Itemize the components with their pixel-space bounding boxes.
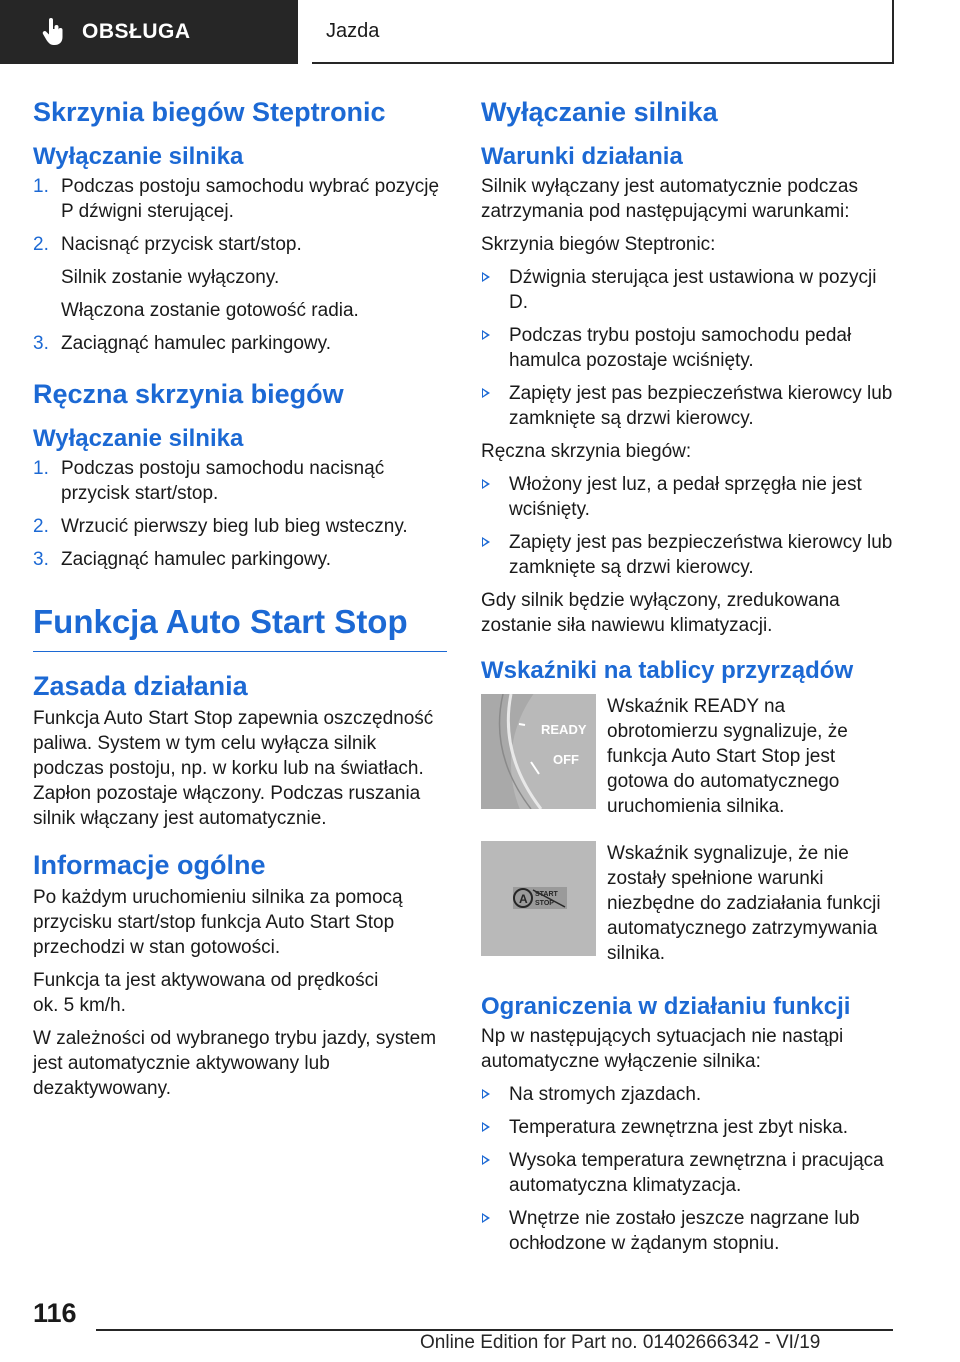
bullet-triangle-icon xyxy=(482,1089,490,1099)
conditions-list-manual xyxy=(481,472,897,580)
list-item-text: Temperatura zewnętrzna jest zbyt niska. xyxy=(509,1116,848,1138)
step-text: Zaciągnąć hamulec parkingowy. xyxy=(61,548,332,570)
list-item xyxy=(481,530,897,580)
paragraph: Ręczna skrzynia biegów: xyxy=(481,440,692,462)
paragraph: Funkcja Auto Start Stop zapewnia oszczędność paliwa. System w tym celu wyłącza silnik podczas postoju, np. w korku lub na światłach. Zapłon pozostaje włączony. Podczas ruszania silnik włączany jest automatycznie. xyxy=(33,707,434,829)
ready-label: READY xyxy=(541,721,587,737)
paragraph: Np w następujących sytuacjach nie nastąpi automatyczne wyłączenie silnika: xyxy=(481,1025,844,1072)
list-item-text: Zapięty jest pas bezpieczeństwa kierowcy lub zamknięte są drzwi kierowcy. xyxy=(509,531,893,578)
step-note: Włączona zostanie gotowość radia. xyxy=(61,299,359,321)
list-item xyxy=(481,1206,897,1256)
chapter-title-auto-start-stop: Funkcja Auto Start Stop xyxy=(33,602,447,653)
right-column xyxy=(481,96,897,1256)
step-text: Podczas postoju samochodu wybrać pozycję P dźwigni sterującej. xyxy=(61,175,440,222)
subsection-title-limitations: Ograniczenia w działaniu funkcji xyxy=(481,992,851,1020)
step-number: 2. xyxy=(33,233,49,255)
paragraph: W zależności od wybranego trybu jazdy, system jest automatycznie aktywowany lub dezaktywowany. xyxy=(33,1027,437,1099)
step-text: Podczas postoju samochodu nacisnąć przycisk start/stop. xyxy=(61,457,385,504)
svg-text:A: A xyxy=(519,891,528,906)
list-item xyxy=(481,1115,897,1140)
list-item-text: Włożony jest luz, a pedał sprzęgła nie jest wciśnięty. xyxy=(509,473,862,520)
left-column xyxy=(33,96,449,1101)
list-item xyxy=(481,381,897,431)
tachometer-ready-image xyxy=(481,694,596,809)
steps-list xyxy=(33,456,449,572)
list-item xyxy=(33,331,449,356)
section-title-steptronic: Skrzynia biegów Steptronic xyxy=(33,97,386,127)
limitations-list xyxy=(481,1082,897,1256)
subsection-title: Wyłączanie silnika xyxy=(33,424,244,452)
paragraph: Po każdym uruchomieniu silnika za pomocą przycisku start/stop funkcja Auto Start Stop przechodzi w stan gotowości. xyxy=(33,886,403,958)
list-item-text: Zapięty jest pas bezpieczeństwa kierowcy lub zamknięte są drzwi kierowcy. xyxy=(509,382,893,429)
edition-text: Online Edition for Part no. 01402666342 - VI/19 xyxy=(420,1332,821,1353)
bullet-triangle-icon xyxy=(482,537,490,547)
list-item xyxy=(33,232,449,323)
list-item xyxy=(481,265,897,315)
steps-list xyxy=(33,174,449,356)
footer-divider xyxy=(96,1329,893,1331)
list-item xyxy=(481,1082,897,1107)
hand-pointer-icon xyxy=(42,18,64,46)
step-text: Nacisnąć przycisk start/stop. xyxy=(61,233,302,255)
step-number: 1. xyxy=(33,457,49,479)
stop-label: STOP xyxy=(535,899,554,907)
step-number: 3. xyxy=(33,332,49,354)
auto-start-stop-warning-image xyxy=(481,841,596,956)
step-number: 2. xyxy=(33,515,49,537)
step-text: Zaciągnąć hamulec parkingowy. xyxy=(61,332,332,354)
section-label: OBSŁUGA xyxy=(82,20,191,43)
bullet-triangle-icon xyxy=(482,479,490,489)
off-label: OFF xyxy=(553,751,579,767)
subsection-title-principle: Zasada działania xyxy=(33,671,248,702)
subsection-title-general: Informacje ogólne xyxy=(33,849,266,880)
indicator-description: Wskaźnik sygnalizuje, że nie zostały spełnione warunki niezbędne do zadziałania funkcji automatycznego zatrzymywania silnika. xyxy=(607,842,881,964)
subsection-title-indicators: Wskaźniki na tablicy przyrządów xyxy=(481,656,854,684)
bullet-triangle-icon xyxy=(482,1213,490,1223)
subsection-title: Wyłączanie silnika xyxy=(33,142,244,170)
list-item xyxy=(33,514,449,539)
chapter-label: Jazda xyxy=(326,19,380,42)
list-item-text: Dźwignia sterująca jest ustawiona w pozycji D. xyxy=(509,266,877,313)
paragraph: Silnik wyłączany jest automatycznie podczas zatrzymania pod następującymi warunkami: xyxy=(481,175,859,222)
step-number: 1. xyxy=(33,175,49,197)
list-item xyxy=(33,174,449,224)
bullet-triangle-icon xyxy=(482,272,490,282)
list-item xyxy=(481,323,897,373)
list-item-text: Wnętrze nie zostało jeszcze nagrzane lub ochłodzone w żądanym stopniu. xyxy=(509,1207,860,1254)
section-title-engine-off: Wyłączanie silnika xyxy=(481,97,718,127)
page-number: 116 xyxy=(33,1298,77,1328)
list-item xyxy=(33,456,449,506)
bullet-triangle-icon xyxy=(482,1122,490,1132)
paragraph: Funkcja ta jest aktywowana od prędkości ok. 5 km/h. xyxy=(33,969,379,1016)
chapter-header xyxy=(312,0,894,64)
step-note: Silnik zostanie wyłączony. xyxy=(61,266,280,288)
step-number: 3. xyxy=(33,548,49,570)
start-label: START xyxy=(535,890,558,898)
list-item-text: Na stromych zjazdach. xyxy=(509,1083,702,1105)
indicator-description: Wskaźnik READY na obrotomierzu sygnalizuje, że funkcja Auto Start Stop jest gotowa do automatycznego uruchomienia silnika. xyxy=(607,695,848,817)
list-item-text: Wysoka temperatura zewnętrzna i pracująca automatyczna klimatyzacja. xyxy=(509,1149,884,1196)
bullet-triangle-icon xyxy=(482,388,490,398)
indicator-not-ready xyxy=(481,841,897,966)
paragraph: Gdy silnik będzie wyłączony, zredukowana zostanie siła nawiewu klimatyzacji. xyxy=(481,589,840,636)
list-item xyxy=(481,472,897,522)
indicator-ready xyxy=(481,694,897,819)
list-item xyxy=(33,547,449,572)
step-text: Wrzucić pierwszy bieg lub bieg wsteczny. xyxy=(61,515,408,537)
paragraph: Skrzynia biegów Steptronic: xyxy=(481,233,716,255)
subsection-title-conditions: Warunki działania xyxy=(481,142,683,170)
list-item xyxy=(481,1148,897,1198)
conditions-list-steptronic xyxy=(481,265,897,431)
section-title-manual: Ręczna skrzynia biegów xyxy=(33,378,344,409)
bullet-triangle-icon xyxy=(482,330,490,340)
list-item-text: Podczas trybu postoju samochodu pedał hamulca pozostaje wciśnięty. xyxy=(509,324,852,371)
section-tab xyxy=(0,0,298,64)
bullet-triangle-icon xyxy=(482,1155,490,1165)
